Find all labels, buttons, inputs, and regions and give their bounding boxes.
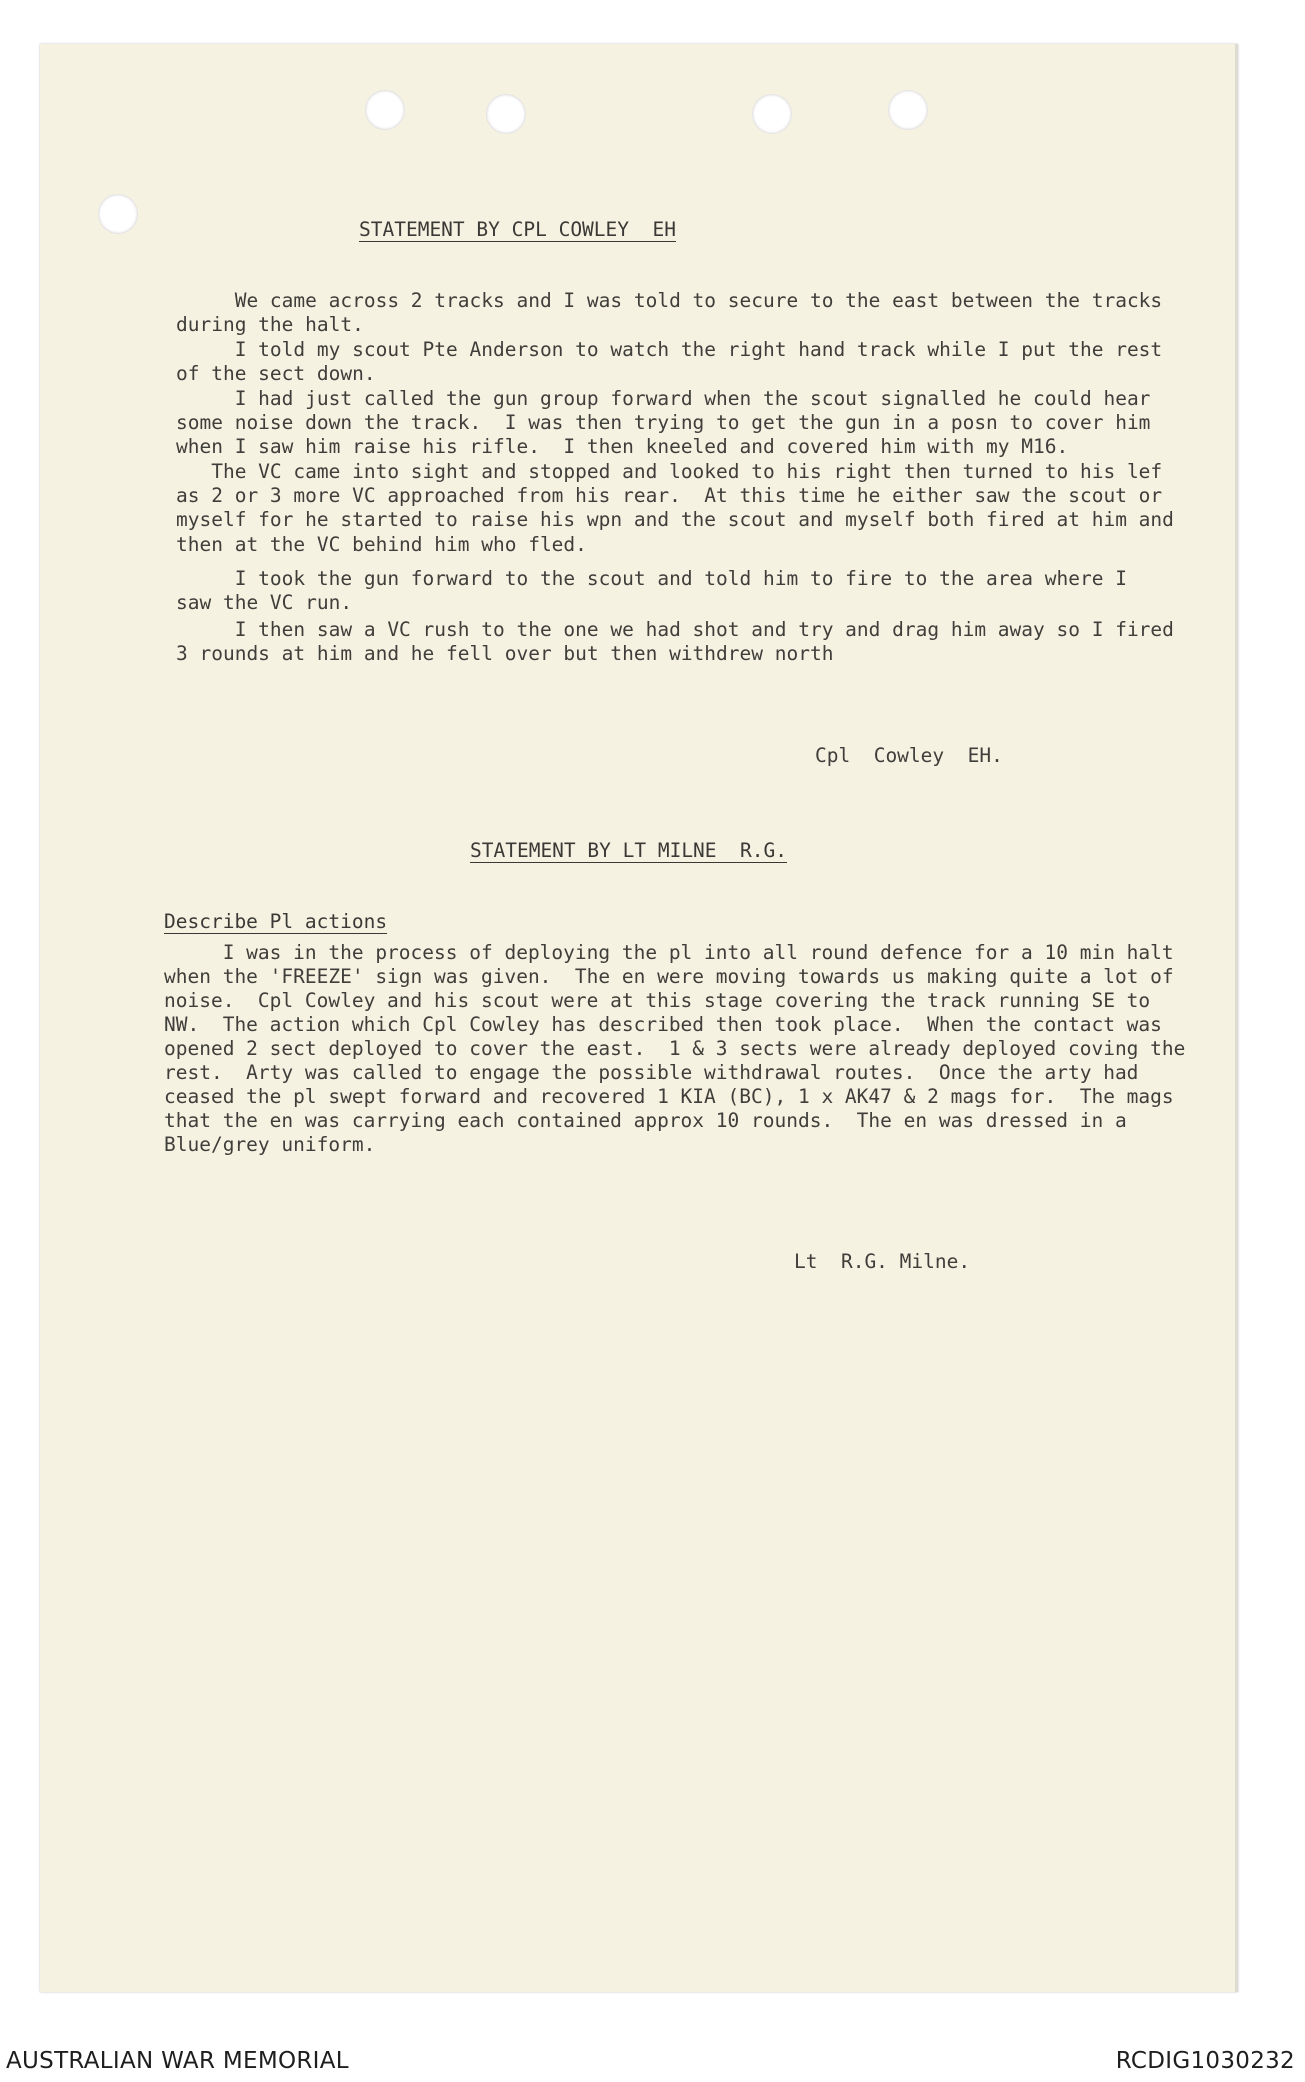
statement-line: rest. Arty was called to engage the possible withdrawal routes. Once the arty had (164, 1061, 1139, 1084)
statement-line: Blue/grey uniform. (164, 1133, 376, 1156)
statement-line: I had just called the gun group forward when the scout signalled he could hear (176, 387, 1151, 410)
statement-line: I then saw a VC rush to the one we had shot and try and drag him away so I fired (176, 618, 1174, 641)
statement-line: I took the gun forward to the scout and told him to fire to the area where I (176, 567, 1127, 590)
statement-line: NW. The action which Cpl Cowley has described then took place. When the contact was (164, 1013, 1162, 1036)
statement-line: 3 rounds at him and he fell over but then withdrew north (176, 642, 834, 665)
signature-cowley: Cpl Cowley EH. (815, 744, 1003, 767)
statement-line: of the sect down. (176, 362, 376, 385)
statement-heading-cowley: STATEMENT BY CPL COWLEY EH (359, 218, 676, 241)
punch-hole (752, 94, 792, 134)
footer-institution: AUSTRALIAN WAR MEMORIAL (6, 2048, 349, 2074)
statement-line: during the halt. (176, 313, 364, 336)
punch-hole (98, 194, 138, 234)
statement-line: I was in the process of deploying the pl into all round defence for a 10 min halt (164, 941, 1174, 964)
typed-page (40, 44, 1238, 1992)
statement-line: opened 2 sect deployed to cover the east. 1 & 3 sects were already deployed coving the (164, 1037, 1186, 1060)
statement-line: myself for he started to raise his wpn and the scout and myself both fired at him and (176, 508, 1174, 531)
statement-line: ceased the pl swept forward and recovered 1 KIA (BC), 1 x AK47 & 2 mags for. The mags (164, 1085, 1174, 1108)
punch-hole (888, 90, 928, 130)
statement-line: We came across 2 tracks and I was told to secure to the east between the tracks (176, 289, 1163, 312)
statement-line: I told my scout Pte Anderson to watch the right hand track while I put the rest (176, 338, 1163, 361)
statement-heading-milne: STATEMENT BY LT MILNE R.G. (470, 839, 787, 862)
statement-line: noise. Cpl Cowley and his scout were at this stage covering the track running SE to (164, 989, 1151, 1012)
signature-milne: Lt R.G. Milne. (794, 1250, 971, 1273)
punch-hole (365, 90, 405, 130)
statement-line: when the 'FREEZE' sign was given. The en were moving towards us making quite a lot of (164, 965, 1174, 988)
punch-hole (486, 94, 526, 134)
subheading-pl-actions: Describe Pl actions (164, 910, 388, 933)
statement-line: some noise down the track. I was then trying to get the gun in a posn to cover him (176, 411, 1151, 434)
footer-catalogue-id: RCDIG1030232 (1115, 2048, 1295, 2074)
statement-line: when I saw him raise his rifle. I then kneeled and covered him with my M16. (176, 435, 1069, 458)
statement-line: as 2 or 3 more VC approached from his rear. At this time he either saw the scout or (176, 484, 1163, 507)
statement-line: then at the VC behind him who fled. (176, 533, 587, 556)
statement-line: that the en was carrying each contained approx 10 rounds. The en was dressed in a (164, 1109, 1127, 1132)
statement-line: The VC came into sight and stopped and looked to his right then turned to his lef (176, 460, 1163, 483)
statement-line: saw the VC run. (176, 591, 353, 614)
